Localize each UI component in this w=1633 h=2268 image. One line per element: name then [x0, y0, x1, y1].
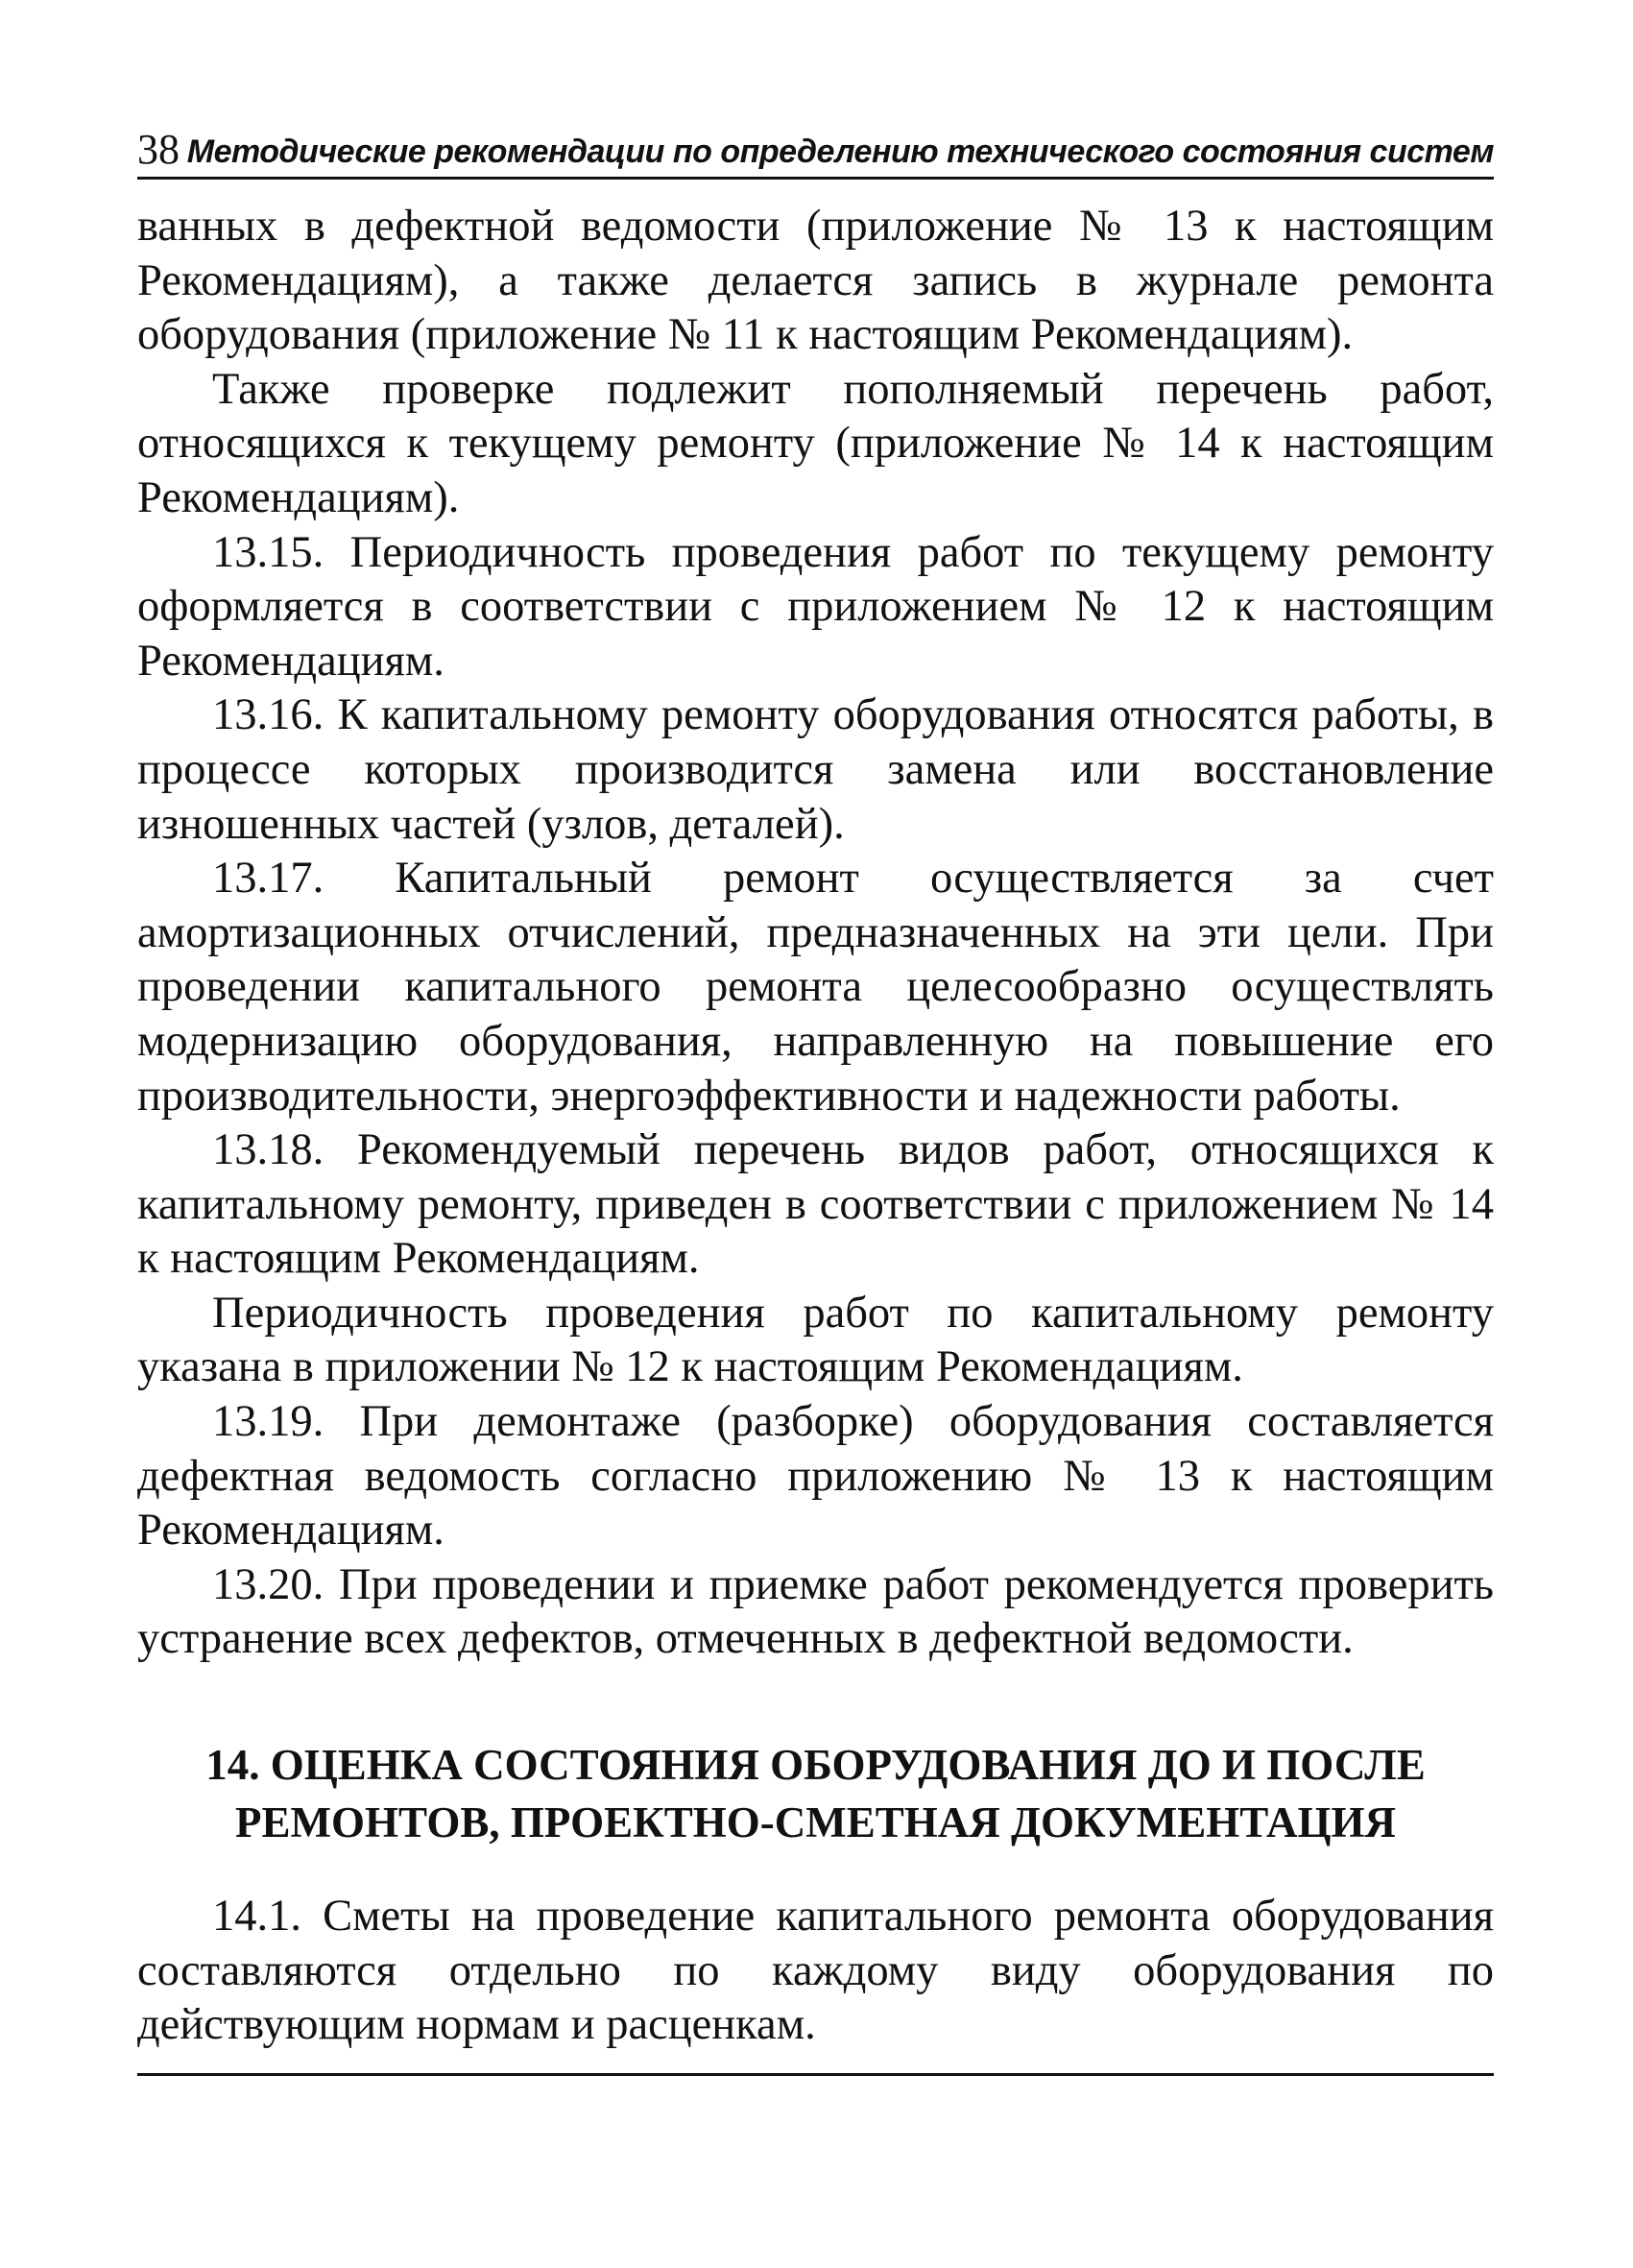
paragraph-13-15: 13.15. Периодичность проведения работ по текущему ремонту оформляется в соответствии с приложением № 12 к настоящим Рекомендациям.: [137, 527, 1494, 686]
paragraph-13-17: 13.17. Капитальный ремонт осуществляется за счет амортизационных отчислений, предназначенных на эти цели. При проведении капитального ремонта целесообразно осуществлять модернизацию оборудования, направленную на повышение его производительности, энергоэффективности и надежности работы.: [137, 854, 1494, 1121]
running-title: Методические рекомендации по определению технического состояния систем: [186, 133, 1494, 170]
section-heading-line-1: 14. ОЦЕНКА СОСТОЯНИЯ ОБОРУДОВАНИЯ ДО И ПОСЛЕ: [205, 1741, 1426, 1789]
bottom-rule: [137, 2073, 1494, 2076]
paragraph-13-20: 13.20. При проведении и приемке работ рекомендуется проверить устранение всех дефектов, отмеченных в дефектной ведомости.: [137, 1559, 1494, 1664]
paragraph-14-1: 14.1. Сметы на проведение капитального ремонта оборудования составляются отдельно по каждому виду оборудования по действующим нормам и расценкам.: [137, 1892, 1494, 2050]
paragraph-13-19: 13.19. При демонтаже (разборке) оборудования составляется дефектная ведомость согласно приложению № 13 к настоящим Рекомендациям.: [137, 1397, 1494, 1556]
section-heading-line-2: РЕМОНТОВ, ПРОЕКТНО-СМЕТНАЯ ДОКУМЕНТАЦИЯ: [234, 1798, 1397, 1846]
page-header: [137, 123, 1494, 180]
page-number: 38: [137, 126, 180, 173]
body-text: [137, 200, 1494, 1667]
paragraph: Периодичность проведения работ по капитальному ремонту указана в приложении № 12 к настоящим Рекомендациям.: [137, 1288, 1494, 1392]
paragraph-13-16: 13.16. К капитальному ремонту оборудования относятся работы, в процессе которых производится замена или восстановление изношенных частей (узлов, деталей).: [137, 690, 1494, 849]
paragraph-continuation: ванных в дефектной ведомости (приложение № 13 к настоящим Рекомендациям), а также делается запись в журнале ремонта оборудования (приложение № 11 к настоящим Рекомендациям).: [137, 202, 1494, 360]
paragraph: Также проверке подлежит пополняемый перечень работ, относящихся к текущему ремонту (приложение № 14 к настоящим Рекомендациям).: [137, 364, 1494, 522]
paragraph-13-18: 13.18. Рекомендуемый перечень видов работ, относящихся к капитальному ремонту, приведен в соответствии с приложением № 14 к настоящим Рекомендациям.: [137, 1125, 1494, 1284]
section-heading: [137, 1736, 1494, 1851]
section-body-text: [137, 1890, 1494, 2053]
